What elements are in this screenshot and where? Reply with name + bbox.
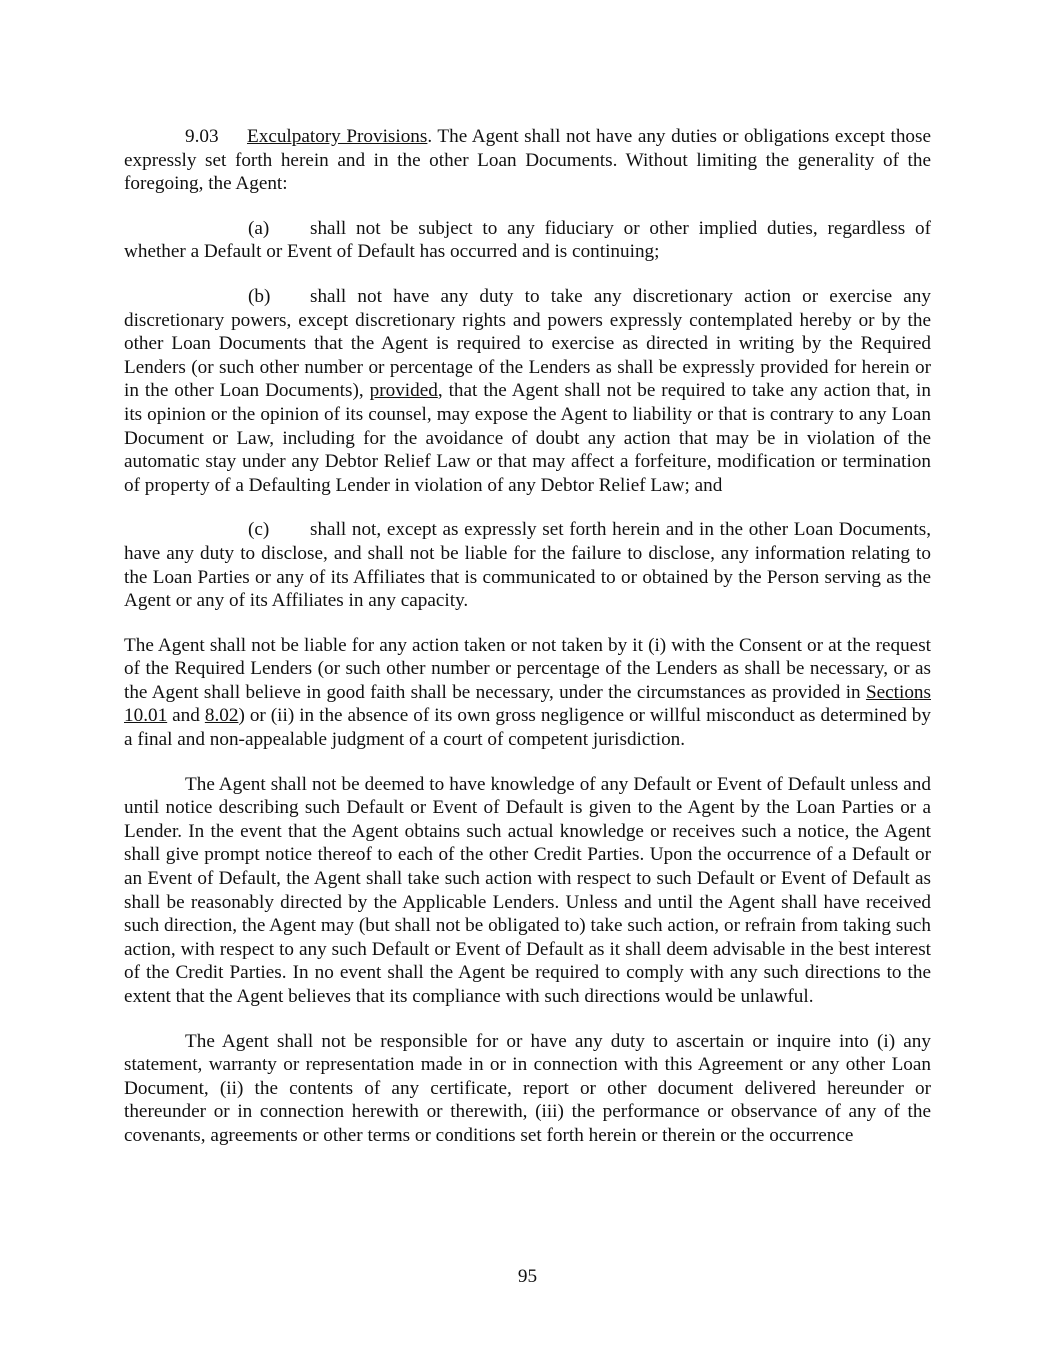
knowledge-paragraph: The Agent shall not be deemed to have knowledge of any Default or Event of Default unless and until notice describing such Default or Event of Default is given to the Agent by the Loan Parties or a Lender. In the event that the Agent obtains such actual knowledge or receives such a notice, the Agent shall give prompt notice thereof to each of the other Credit Parties. Upon the occurrence of a Default or an Event of Default, the Agent shall take such action with respect to such Default or Event of Default as shall be reasonably directed by the Applicable Lenders. Unless and until the Agent shall have received such direction, the Agent may (but shall not be obligated to) take such action, or refrain from taking such action, with respect to any such Default or Event of Default as it shall deem advisable in the best interest of the Credit Parties. In no event shall the Agent be required to comply with any such directions to the extent that the Agent believes that its compliance with such directions would be unlawful. bbox=[124, 773, 931, 1007]
clause-a bbox=[124, 217, 931, 264]
clause-label: (b) bbox=[248, 285, 271, 307]
conjunction: and bbox=[167, 705, 205, 727]
liability-paragraph bbox=[124, 634, 931, 752]
section-reference: Sections 10.01 bbox=[124, 681, 931, 727]
clause-text: shall not, except as expressly set forth herein and in the other Loan Documents, have any duty to disclose, and shall not be liable for the failure to disclose, any information relating to the Loan Parties or any of its Affiliates that is communicated to or obtained by the Person serving as the Agent or any of its Affiliates in any capacity. bbox=[124, 519, 931, 612]
liability-text-continued: ) or (ii) in the absence of its own gross negligence or willful misconduct as determined by a final and non-appealable judgment of a court of competent jurisdiction. bbox=[124, 705, 931, 751]
section-reference: 8.02 bbox=[204, 705, 239, 727]
provided-term: provided bbox=[369, 380, 438, 402]
responsibility-paragraph: The Agent shall not be responsible for or have any duty to ascertain or inquire into (i) any statement, warranty or representation made in or in connection with this Agreement or any other Loan Document, (ii) the contents of any certificate, report or other document delivered hereunder or thereunder or in connection herewith or therewith, (iii) the performance or observance of any of the covenants, agreements or other terms or conditions set forth herein or therein or the occurrence bbox=[124, 1030, 931, 1146]
section-number: 9.03 bbox=[185, 126, 219, 147]
clause-label: (a) bbox=[248, 217, 270, 239]
page-number: 95 bbox=[517, 1266, 538, 1287]
liability-text: The Agent shall not be liable for any action taken or not taken by it (i) with the Consent or at the request of the Required Lenders (or such other number or percentage of the Lenders as shall be necessary, or as the Agent shall believe in good faith shall be necessary, under the circumstances as provided in bbox=[124, 634, 931, 703]
document-page bbox=[124, 125, 931, 1148]
section-intro: . The Agent shall not have any duties or obligations except those expressly set forth herein and in the other Loan Documents. Without limiting the generality of the foregoing, the Agent: bbox=[124, 126, 931, 195]
clause-text-continued: , that the Agent shall not be required to take any action that, in its opinion or the opinion of its counsel, may expose the Agent to liability or that is contrary to any Loan Document or Law, including for the avoidance of doubt any action that may be in violation of the automatic stay under any Debtor Relief Law or that may affect a forfeiture, modification or termination of property of a Defaulting Lender in violation of any Debtor Relief Law; and bbox=[124, 380, 931, 496]
section-paragraph bbox=[124, 125, 931, 196]
clause-c bbox=[124, 518, 931, 612]
section-heading: Exculpatory Provisions bbox=[247, 126, 428, 147]
clause-text: shall not have any duty to take any discretionary action or exercise any discretionary powers, except discretionary rights and powers expressly contemplated hereby or by the other Loan Documents that the Agent is required to exercise as directed in writing by the Required Lenders (or such other number or percentage of the Lenders as shall be expressly provided for herein or in the other Loan Documents), bbox=[124, 285, 931, 402]
clause-text: shall not be subject to any fiduciary or other implied duties, regardless of whether a Default or Event of Default has occurred and is continuing; bbox=[124, 217, 931, 263]
clause-b bbox=[124, 285, 931, 497]
clause-label: (c) bbox=[248, 519, 270, 541]
